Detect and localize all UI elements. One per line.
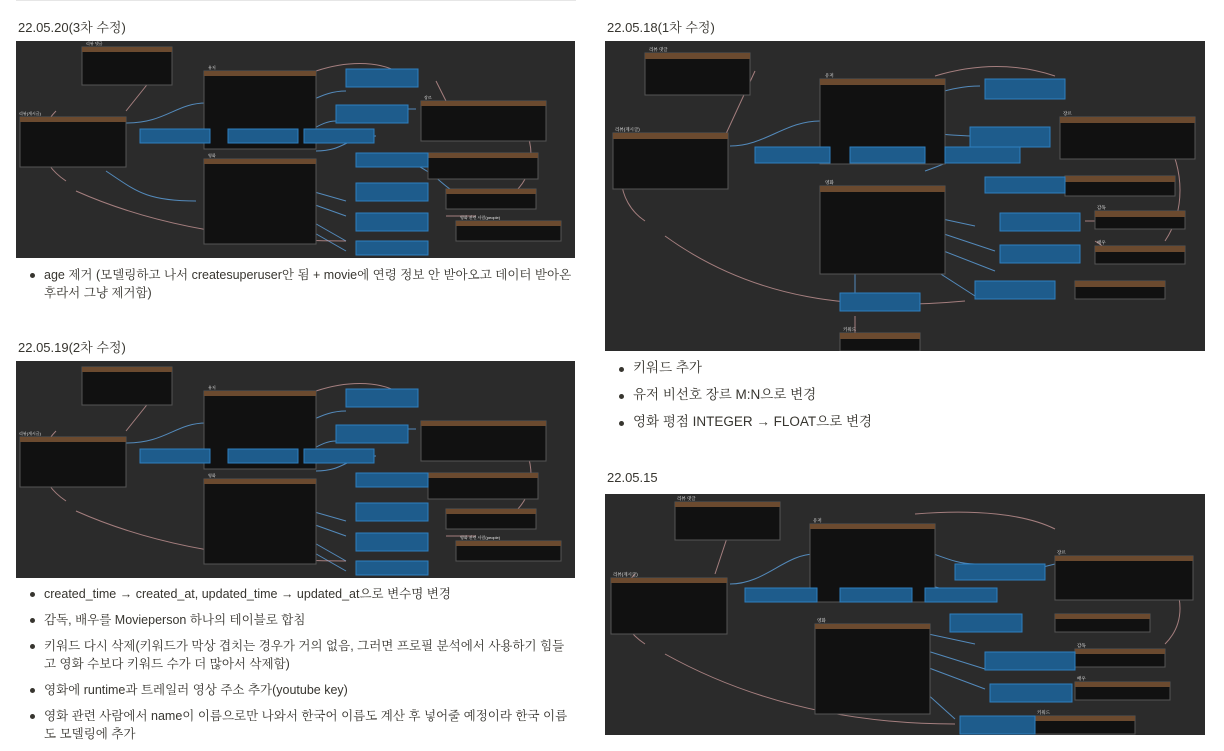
erd-diagram-v0[interactable] xyxy=(605,494,1205,735)
erd-v1-label-comment: 리뷰 댓글 xyxy=(649,47,668,52)
erd-v1-label-movie: 영화 xyxy=(825,180,834,185)
erd-v0-label-comment: 리뷰 댓글 xyxy=(677,496,696,501)
heading-v1: 22.05.18(1차 수정) xyxy=(607,20,715,35)
erd-v1-label-director: 감독 xyxy=(1097,205,1106,210)
erd-v0-label-user: 유저 xyxy=(813,518,822,523)
erd-canvas-v0 xyxy=(605,494,1205,735)
note-item: 영화 관련 사람에서 name이 이름으로만 나와서 한국어 이름도 계산 후 넣어줄 예정이라 한국 이름도 모델링에 추가 xyxy=(22,707,574,743)
top-divider xyxy=(16,0,576,1)
heading-v3: 22.05.20(3차 수정) xyxy=(18,20,126,35)
erd-v0-label-director: 감독 xyxy=(1077,643,1086,648)
note-item: 유저 비선호 장르 M:N으로 변경 xyxy=(611,386,1206,404)
erd-v1-label-keyword: 키워드 xyxy=(843,327,857,332)
note-item: 영화 평점 INTEGER → FLOAT으로 변경 xyxy=(611,413,1206,431)
erd-v3-label-comment: 리뷰 댓글 xyxy=(86,41,103,46)
erd-canvas-v3 xyxy=(16,41,575,258)
erd-v3-label-person: 영화 관련 사람(people) xyxy=(460,215,501,220)
notes-v3 xyxy=(22,266,574,310)
erd-v0-label-genre: 장르 xyxy=(1057,550,1066,555)
heading-v0: 22.05.15 xyxy=(607,470,658,485)
heading-v2: 22.05.19(2차 수정) xyxy=(18,340,126,355)
erd-v2-label-review: 리뷰(게시글) xyxy=(19,431,41,436)
note-item: 영화에 runtime과 트레일러 영상 주소 추가(youtube key) xyxy=(22,681,574,699)
notes-v2 xyxy=(22,585,574,751)
erd-v2-label-user: 유저 xyxy=(208,385,216,390)
note-item: age 제거 (모델링하고 나서 createsuperuser안 됨 + movie에 연령 정보 안 받아오고 데이터 받아온 후라서 그냥 제거함) xyxy=(22,266,574,302)
erd-v1-label-review: 리뷰(게시글) xyxy=(615,127,640,132)
erd-v1-label-genre: 장르 xyxy=(1063,111,1072,116)
erd-v3-label-user: 유저 xyxy=(208,65,216,70)
erd-v3-label-movie: 영화 xyxy=(208,153,216,158)
note-item: 감독, 배우를 Movieperson 하나의 테이블로 합침 xyxy=(22,611,574,629)
erd-v0-label-actor: 배우 xyxy=(1077,676,1086,681)
erd-diagram-v1[interactable] xyxy=(605,41,1205,351)
erd-v0-label-review: 리뷰(게시글) xyxy=(613,572,638,577)
erd-v0-label-keyword: 키워드 xyxy=(1037,710,1051,715)
erd-v2-label-person: 영화 관련 사람(people) xyxy=(460,535,501,540)
erd-v2-label-movie: 영화 xyxy=(208,473,216,478)
erd-diagram-v2[interactable] xyxy=(16,361,575,578)
notes-v1 xyxy=(611,359,1206,440)
erd-v1-label-user: 유저 xyxy=(825,73,834,78)
erd-v1-label-actor: 배우 xyxy=(1097,240,1106,245)
note-item: created_time → created_at, updated_time → updated_at으로 변수명 변경 xyxy=(22,585,574,603)
erd-diagram-v3[interactable] xyxy=(16,41,575,258)
note-item: 키워드 다시 삭제(키워드가 막상 겹치는 경우가 거의 없음, 그러면 프로필 분석에서 사용하기 힘들고 영화 수보다 키워드 수가 더 많아서 삭제함) xyxy=(22,637,574,673)
erd-v0-label-movie: 영화 xyxy=(817,618,826,623)
erd-canvas-v2 xyxy=(16,361,575,578)
erd-v3-label-genre: 장르 xyxy=(424,95,432,100)
erd-canvas-v1 xyxy=(605,41,1205,351)
erd-v3-label-review: 리뷰(게시글) xyxy=(19,111,41,116)
note-item: 키워드 추가 xyxy=(611,359,1206,377)
